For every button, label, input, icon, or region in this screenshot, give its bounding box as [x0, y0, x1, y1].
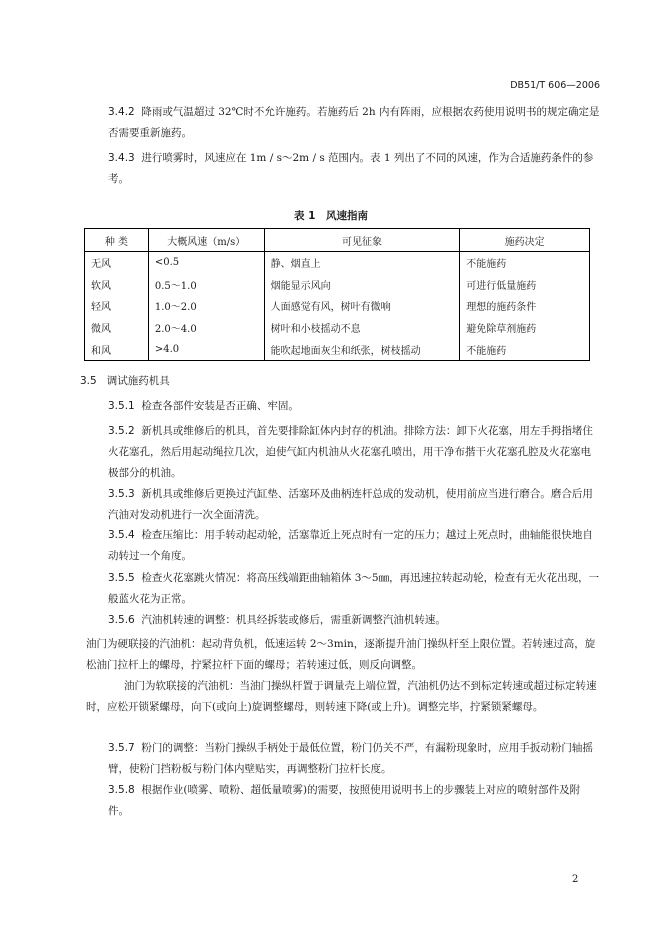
cell-decision: 理想的施药条件: [460, 295, 590, 317]
clause-number: 3.5.8: [108, 784, 135, 796]
cell-decision: 可进行低量施药: [460, 274, 590, 296]
cell-signs: 树叶和小枝摇动不息: [264, 317, 460, 339]
clause-3-5-6: [108, 610, 600, 631]
cell-speed: 2.0～4.0: [148, 317, 264, 339]
header-visible-signs: 可见征象: [264, 229, 460, 252]
clause-text: 汽油机转速的调整：机具经拆装或修后，需重新调整汽油机转速。: [141, 614, 446, 626]
cell-decision: 不能施药: [460, 252, 590, 274]
clause-3-4-2: [108, 102, 600, 144]
wind-speed-table: [84, 228, 590, 361]
cell-signs: 人面感觉有风，树叶有微响: [264, 295, 460, 317]
table-row: [85, 317, 590, 339]
cell-signs: 能吹起地面灰尘和纸张，树枝摇动: [264, 338, 460, 360]
cell-speed: 0.5～1.0: [148, 274, 264, 296]
section-number: 3.5: [80, 375, 97, 387]
clause-text: 检查各部件安装是否正确、牢固。: [141, 400, 299, 412]
clause-3-5-5: [108, 568, 600, 610]
clause-number: 3.4.2: [108, 106, 135, 118]
clause-3-5-2: [108, 421, 600, 484]
cell-speed: >4.0: [148, 338, 264, 360]
cell-speed: 1.0～2.0: [148, 295, 264, 317]
para-soft-linkage: 油门为软联接的汽油机：当油门操纵杆置于调量壳上端位置，汽油机仍达不到标定转速或超过标定转速时，应松开锁紧螺母，向下(或向上)旋调整螺母，则转速下降(或上升)。调整完毕，拧紧锁紧螺母。: [86, 680, 597, 713]
clause-number: 3.5.6: [108, 614, 135, 626]
clause-number: 3.5.7: [108, 742, 135, 754]
clause-number: 3.5.1: [108, 400, 135, 412]
clause-3-5-7: [108, 738, 600, 780]
clause-number: 3.4.3: [108, 152, 135, 164]
clause-text: 进行喷雾时，风速应在 1m / s～2m / s 范围内。表 1 列出了不同的风速，作为合适施药条件的参考。: [108, 152, 594, 185]
standard-code: DB51/T 606—2006: [510, 80, 600, 91]
section-heading-3-5: [80, 373, 170, 388]
para-hard-linkage: 油门为硬联接的汽油机：起动背负机，低速运转 2～3min，逐渐提升油门操纵杆至上限位置。若转速过高，旋松油门拉杆上的螺母，拧紧拉杆下面的螺母；若转速过低，则反向调整。: [86, 638, 596, 671]
clause-text: 检查压缩比：用手转动起动轮，活塞靠近上死点时有一定的压力；越过上死点时，曲轴能很快地自动转过一个角度。: [108, 529, 593, 562]
table-caption: 表 1 风速指南: [294, 210, 368, 222]
header-type: 种 类: [85, 229, 149, 252]
section-title: 调试施药机具: [106, 375, 170, 387]
clause-3-5-8: [108, 780, 600, 822]
cell-type: 轻风: [85, 295, 149, 317]
clause-number: 3.5.2: [108, 425, 135, 437]
cell-decision: 避免除草剂施药: [460, 317, 590, 339]
page-number: 2: [572, 874, 579, 885]
clause-3-5-3: [108, 484, 600, 526]
table-row: [85, 252, 590, 274]
cell-decision: 不能施药: [460, 338, 590, 360]
clause-3-4-3: [108, 148, 600, 190]
clause-3-5-1: [108, 396, 600, 417]
clause-text: 根据作业(喷雾、喷粉、超低量喷雾)的需要，按照使用说明书上的步骤装上对应的喷射部件及附件。: [108, 784, 581, 817]
table-row: [85, 295, 590, 317]
clause-number: 3.5.3: [108, 488, 135, 500]
header-decision: 施药决定: [460, 229, 590, 252]
cell-type: 无风: [85, 252, 149, 274]
cell-speed: <0.5: [148, 252, 264, 274]
clause-text: 新机具或维修后更换过汽缸垫、活塞环及曲柄连杆总成的发动机，使用前应当进行磨合。磨合后用汽油对发动机进行一次全面清洗。: [108, 488, 593, 521]
clause-text: 粉门的调整：当粉门操纵手柄处于最低位置，粉门仍关不严，有漏粉现象时，应用手扳动粉门轴摇臂，使粉门挡粉板与粉门体内壁贴实，再调整粉门拉杆长度。: [108, 742, 593, 775]
cell-type: 软风: [85, 274, 149, 296]
table-row: [85, 274, 590, 296]
table-row: [85, 338, 590, 360]
clause-text: 检查火花塞跳火情况：将高压线端距曲轴箱体 3～5㎜，再迅速拉转起动轮，检查有无火花出现，一般蓝火花为正常。: [108, 572, 600, 605]
clause-text: 降雨或气温超过 32℃时不允许施药。若施药后 2h 内有阵雨，应根据农药使用说明书的规定确定是否需要重新施药。: [108, 106, 600, 139]
clause-text: 新机具或维修后的机具，首先要排除缸体内封存的机油。排除方法：卸下火花塞，用左手拇指堵住火花塞孔，然后用起动绳拉几次，迫使气缸内机油从火花塞孔喷出，用干净布揩干火花塞孔腔及火花塞电极部分的机油。: [108, 425, 593, 479]
clause-number: 3.5.4: [108, 529, 135, 541]
clause-3-5-4: [108, 525, 600, 567]
table-header-row: [85, 229, 590, 252]
clause-number: 3.5.5: [108, 572, 135, 584]
cell-type: 和风: [85, 338, 149, 360]
cell-signs: 烟能显示风向: [264, 274, 460, 296]
header-wind-speed: 大概风速（m/s）: [148, 229, 264, 252]
cell-signs: 静、烟直上: [264, 252, 460, 274]
cell-type: 微风: [85, 317, 149, 339]
